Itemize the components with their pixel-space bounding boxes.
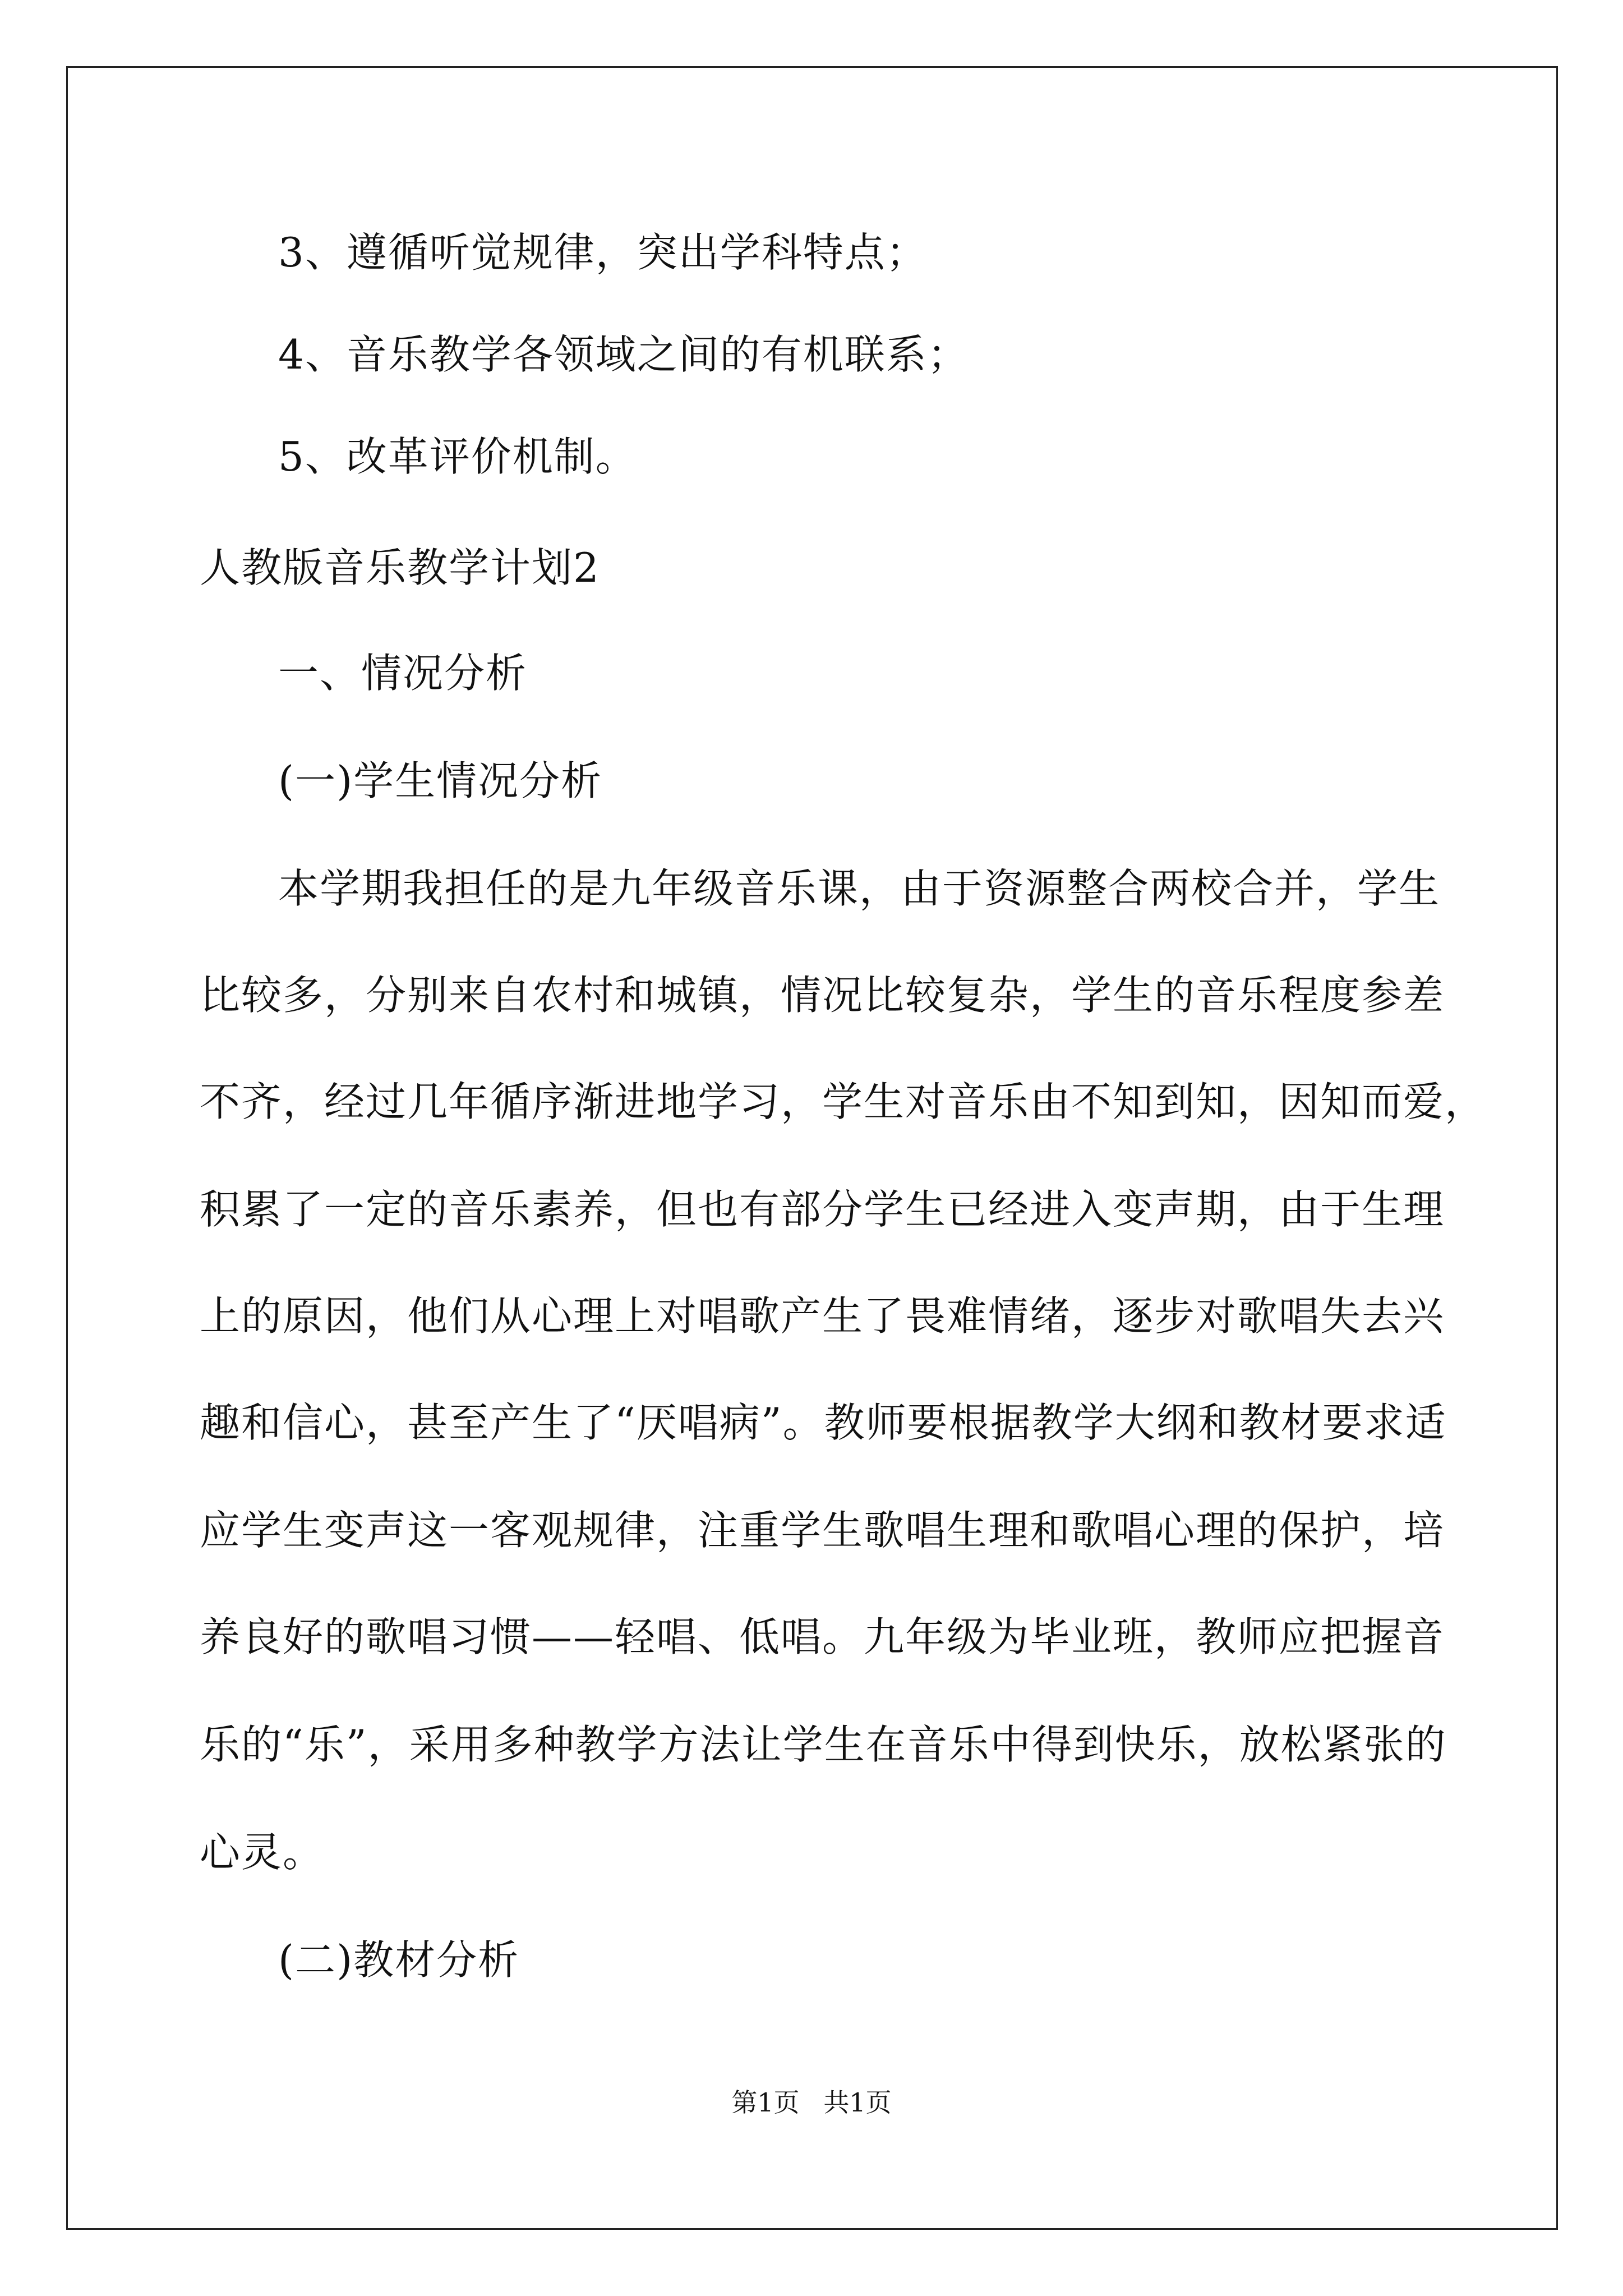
page-number: 第1页 (731, 2087, 800, 2118)
paragraph-line: 积累了一定的音乐素养，但也有部分学生已经进入变声期，由于生理 (200, 1186, 1445, 1233)
total-pages: 共1页 (823, 2087, 892, 2118)
list-item-4: 4、音乐教学各领域之间的有机联系； (278, 331, 969, 378)
page-footer (0, 2086, 1623, 2119)
paragraph-line: 养良好的歌唱习惯——轻唱、低唱。九年级为毕业班，教师应把握音 (200, 1613, 1445, 1660)
subheading-textbook-analysis: (二)教材分析 (278, 1936, 520, 1984)
paragraph-line: 应学生变声这一客观规律，注重学生歌唱生理和歌唱心理的保护，培 (200, 1507, 1445, 1554)
page-border (66, 66, 1558, 2230)
heading-situation-analysis: 一、情况分析 (278, 650, 528, 697)
paragraph-line: 乐的“乐”，采用多种教学方法让学生在音乐中得到快乐，放松紧张的 (200, 1721, 1447, 1768)
paragraph-line: 趣和信心，甚至产生了“厌唱病”。教师要根据教学大纲和教材要求适 (200, 1399, 1447, 1446)
paragraph-line: 比较多，分别来自农村和城镇，情况比较复杂，学生的音乐程度参差 (200, 972, 1445, 1019)
paragraph-line: 心灵。 (200, 1829, 325, 1876)
subheading-student-analysis: (一)学生情况分析 (278, 757, 603, 804)
paragraph-line: 上的原因，他们从心理上对唱歌产生了畏难情绪，逐步对歌唱失去兴 (200, 1292, 1445, 1340)
section-title: 人教版音乐教学计划2 (200, 544, 600, 591)
paragraph-line: 本学期我担任的是九年级音乐课，由于资源整合两校合并，学生 (278, 865, 1441, 912)
paragraph-line: 不齐，经过几年循序渐进地学习，学生对音乐由不知到知，因知而爱， (200, 1078, 1487, 1125)
list-item-5: 5、改革评价机制。 (278, 433, 637, 480)
list-item-3: 3、遵循听觉规律，突出学科特点； (278, 229, 928, 276)
